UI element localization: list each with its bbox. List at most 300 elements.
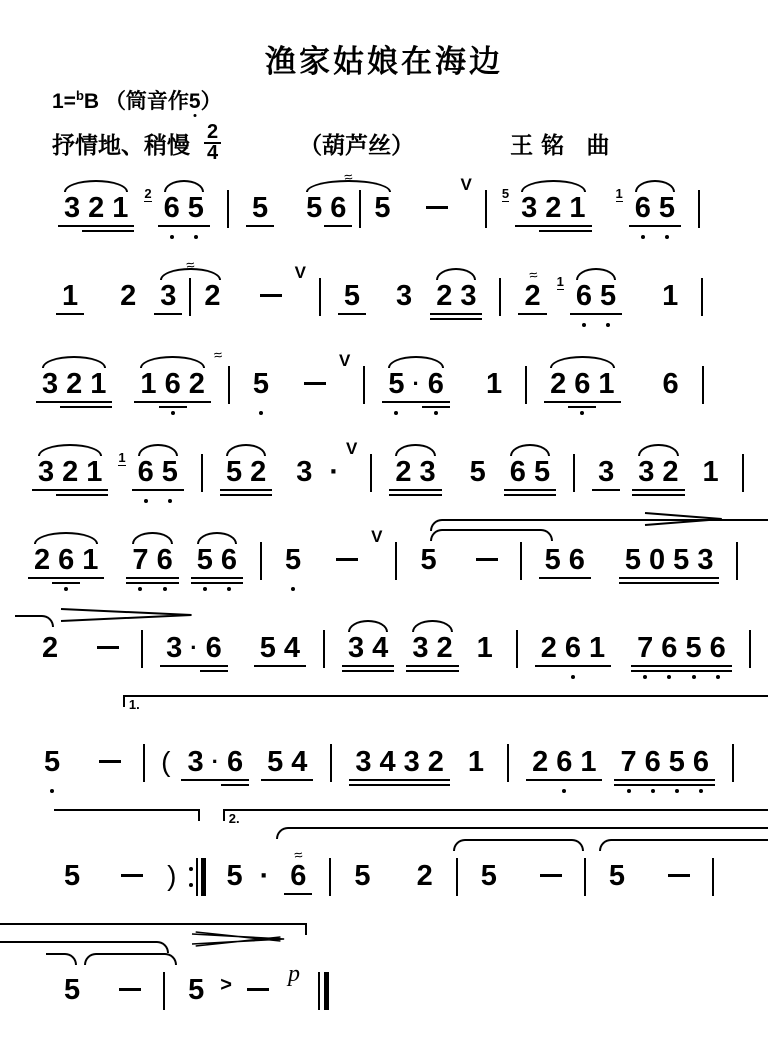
slur-group bbox=[128, 545, 176, 575]
low-octave-dot bbox=[627, 789, 631, 793]
note: 6 bbox=[160, 193, 184, 223]
trill-icon: ≈ bbox=[343, 168, 354, 187]
note: 3 bbox=[594, 457, 618, 487]
beam-line bbox=[687, 784, 715, 786]
note-group bbox=[222, 861, 246, 891]
low-octave-dot bbox=[170, 235, 174, 239]
barline bbox=[525, 366, 527, 404]
spacer bbox=[278, 457, 284, 458]
flat-icon: b bbox=[75, 88, 84, 103]
music-line bbox=[0, 519, 768, 607]
slur-arc bbox=[15, 615, 53, 627]
beam-line bbox=[84, 401, 112, 403]
beam-line bbox=[704, 670, 732, 672]
note: 3 bbox=[183, 747, 207, 777]
note: 5 bbox=[384, 369, 408, 399]
low-octave-dot bbox=[716, 675, 720, 679]
beam-line bbox=[285, 779, 313, 781]
barline bbox=[584, 858, 586, 896]
note-group bbox=[184, 975, 208, 1005]
breath-mark: V bbox=[371, 527, 383, 546]
note: 6 bbox=[641, 747, 665, 777]
note: 4 bbox=[376, 747, 400, 777]
note: 4 bbox=[287, 747, 311, 777]
accent-icon: > bbox=[220, 974, 232, 996]
slur-group bbox=[60, 193, 132, 223]
final-barline bbox=[318, 972, 329, 1010]
beam-line bbox=[366, 670, 394, 672]
low-octave-dot bbox=[667, 675, 671, 679]
note-group bbox=[162, 633, 226, 663]
note: 2 ≈ bbox=[520, 281, 544, 311]
beam-line bbox=[528, 494, 556, 496]
note: 6 bbox=[506, 457, 530, 487]
slur-group bbox=[546, 369, 618, 399]
note-group bbox=[464, 747, 488, 777]
spacer bbox=[233, 281, 249, 282]
note: 5 bbox=[665, 747, 689, 777]
music-line bbox=[0, 343, 768, 431]
note: 5 bbox=[64, 860, 81, 892]
note: 2 bbox=[416, 860, 433, 892]
barline bbox=[228, 366, 230, 404]
beam-line bbox=[244, 494, 272, 496]
half-note-dash bbox=[119, 861, 145, 891]
slur-group bbox=[517, 193, 589, 223]
volta-label: 2. bbox=[228, 811, 240, 826]
note-group bbox=[38, 633, 62, 663]
note: 1 bbox=[594, 369, 618, 399]
note: 6 bbox=[570, 369, 594, 399]
note: 6 bbox=[223, 747, 247, 777]
parenthesis: ( bbox=[161, 746, 171, 777]
note: 6 bbox=[217, 545, 241, 575]
spacer bbox=[22, 457, 26, 458]
thick-bar bbox=[324, 972, 329, 1010]
beam-line bbox=[583, 665, 611, 667]
note: 3 bbox=[693, 545, 717, 575]
slur-arc bbox=[84, 953, 176, 965]
note: 2 bbox=[528, 747, 552, 777]
beam-line bbox=[106, 225, 134, 227]
note: 6 ≈ bbox=[286, 861, 310, 891]
barline bbox=[329, 858, 331, 896]
trill-icon: ≈ bbox=[185, 256, 196, 275]
grace-note: 5 bbox=[501, 186, 510, 201]
note-group bbox=[605, 861, 629, 891]
barline bbox=[516, 630, 518, 668]
spacer bbox=[448, 457, 458, 458]
volta-bracket bbox=[123, 695, 768, 712]
beam-line bbox=[454, 313, 482, 315]
note: 2 bbox=[120, 280, 137, 312]
slur-group bbox=[160, 193, 208, 223]
note: 5 bbox=[374, 192, 391, 224]
beam-line bbox=[592, 401, 620, 403]
grace-note: 1 bbox=[118, 450, 126, 465]
note: 5 bbox=[541, 545, 565, 575]
note-group bbox=[60, 975, 84, 1005]
spacer bbox=[118, 369, 128, 370]
score bbox=[0, 167, 768, 1037]
barline bbox=[736, 542, 738, 580]
note: 1 bbox=[476, 632, 493, 664]
low-octave-dot bbox=[665, 235, 669, 239]
spacer bbox=[274, 861, 278, 862]
note: 5 bbox=[681, 633, 705, 663]
note: 4 bbox=[280, 633, 304, 663]
slur-arc bbox=[430, 529, 553, 541]
time-signature-numerator: 2 bbox=[204, 123, 221, 144]
note: 6 bbox=[326, 193, 350, 223]
beam-line bbox=[84, 406, 112, 408]
note: 7 bbox=[616, 747, 640, 777]
spacer bbox=[154, 861, 162, 862]
note: 1 bbox=[58, 281, 82, 311]
note-group bbox=[621, 545, 718, 575]
note: 1 bbox=[467, 746, 485, 778]
low-octave-dot bbox=[571, 675, 575, 679]
barline bbox=[143, 744, 145, 782]
note: 6 bbox=[662, 368, 679, 400]
decrescendo-hairpin-icon bbox=[61, 607, 192, 623]
note: 1 bbox=[585, 633, 609, 663]
barline bbox=[319, 278, 321, 316]
spacer bbox=[280, 193, 294, 194]
decrescendo-hairpin-icon bbox=[192, 931, 284, 947]
grace-note: 1 bbox=[615, 186, 623, 201]
beam-line bbox=[563, 577, 591, 579]
half-note-dash bbox=[117, 975, 143, 1005]
beam-line bbox=[182, 225, 210, 227]
note: 2 bbox=[30, 545, 54, 575]
decrescendo-hairpin-icon bbox=[645, 511, 722, 527]
note: 7 bbox=[633, 633, 657, 663]
slur-group bbox=[38, 369, 110, 399]
note: 5 bbox=[64, 974, 81, 1006]
note-group bbox=[658, 281, 682, 311]
note-group bbox=[633, 633, 730, 663]
grace-note: 1 bbox=[556, 274, 564, 289]
spacer bbox=[22, 975, 52, 976]
spacer bbox=[22, 633, 30, 634]
tempo-line bbox=[52, 123, 768, 163]
low-octave-dot bbox=[562, 789, 566, 793]
note: 6 bbox=[54, 545, 78, 575]
beam-line bbox=[430, 665, 458, 667]
low-octave-dot bbox=[138, 587, 142, 591]
note-group bbox=[520, 266, 544, 312]
note: 5 bbox=[480, 860, 497, 892]
low-octave-dot bbox=[144, 499, 148, 503]
barline bbox=[395, 542, 397, 580]
slur-group bbox=[136, 346, 222, 400]
trill-icon: ≈ bbox=[527, 266, 538, 285]
slur-arc bbox=[599, 839, 768, 851]
barline bbox=[732, 744, 734, 782]
beam-line bbox=[414, 494, 442, 496]
spacer bbox=[617, 633, 625, 634]
beam-line bbox=[200, 665, 228, 667]
note-group bbox=[537, 633, 609, 663]
spacer bbox=[628, 281, 650, 282]
low-octave-dot bbox=[580, 411, 584, 415]
note: 5 bbox=[184, 193, 208, 223]
note: 5 bbox=[249, 369, 273, 399]
note: 3 bbox=[38, 369, 62, 399]
note-group bbox=[659, 369, 683, 399]
note: 1 bbox=[82, 457, 106, 487]
repeat-end-barline bbox=[189, 858, 206, 896]
note-group bbox=[350, 861, 374, 891]
note: 5 bbox=[608, 860, 625, 892]
beam-line bbox=[422, 784, 450, 786]
note: 5 bbox=[655, 193, 679, 223]
note: 2 bbox=[42, 632, 59, 664]
beam-line bbox=[159, 406, 187, 408]
beam-line bbox=[80, 489, 108, 491]
note: 1 bbox=[485, 368, 503, 400]
slur-group bbox=[572, 281, 620, 311]
low-octave-dot bbox=[434, 411, 438, 415]
barline bbox=[499, 278, 501, 316]
beam-line bbox=[691, 582, 719, 584]
fingering-note: 5 bbox=[188, 90, 201, 113]
note: 6 bbox=[552, 747, 576, 777]
trill-icon: ≈ bbox=[293, 846, 304, 865]
note: 5 bbox=[354, 860, 371, 892]
composer: 王铭 曲 bbox=[510, 131, 618, 158]
time-signature bbox=[204, 123, 221, 163]
spacer bbox=[313, 545, 325, 546]
note: 2 bbox=[537, 633, 561, 663]
note: 5 bbox=[340, 281, 364, 311]
note-group bbox=[528, 747, 600, 777]
slur-group bbox=[391, 457, 439, 487]
note-group bbox=[58, 281, 82, 311]
note-group bbox=[248, 193, 272, 223]
barline bbox=[260, 542, 262, 580]
spacer bbox=[598, 193, 612, 194]
note: 1 bbox=[136, 369, 160, 399]
breath-mark: V bbox=[460, 175, 472, 194]
low-octave-dot bbox=[291, 587, 295, 591]
tempo-marking: 抒情地、稍慢 bbox=[52, 131, 190, 158]
beam-line bbox=[691, 577, 719, 579]
slur-group bbox=[302, 168, 394, 231]
slur-arc bbox=[276, 827, 768, 839]
thick-bar bbox=[201, 858, 206, 896]
beam-line bbox=[563, 230, 591, 232]
note: 1 bbox=[702, 456, 719, 488]
note: 3 bbox=[456, 281, 480, 311]
spacer bbox=[281, 369, 293, 370]
note-group bbox=[477, 861, 501, 891]
spacer bbox=[92, 861, 110, 862]
time-signature-denominator: 4 bbox=[207, 142, 219, 164]
note: 1 bbox=[86, 369, 110, 399]
note: 0 bbox=[645, 545, 669, 575]
note: 5 bbox=[40, 747, 64, 777]
spacer bbox=[90, 281, 108, 282]
slur-group bbox=[408, 633, 456, 663]
note: 5 bbox=[226, 860, 243, 892]
beam-line bbox=[106, 230, 134, 232]
volta-label: 1. bbox=[128, 697, 140, 712]
low-octave-dot bbox=[259, 411, 263, 415]
spacer bbox=[72, 747, 88, 748]
note: 6 bbox=[161, 369, 185, 399]
beam-line bbox=[422, 406, 450, 408]
beam-line bbox=[52, 582, 80, 584]
note: 3 bbox=[156, 281, 180, 311]
barline bbox=[701, 278, 703, 316]
spacer bbox=[637, 861, 657, 862]
half-note-dash bbox=[538, 861, 564, 891]
note: 2 bbox=[62, 369, 86, 399]
trill-icon: ≈ bbox=[212, 346, 222, 365]
note: 6 bbox=[561, 633, 585, 663]
note: 3 bbox=[344, 633, 368, 663]
note: 3 bbox=[34, 457, 58, 487]
note: 5 bbox=[158, 457, 182, 487]
barline bbox=[698, 190, 700, 228]
note-group bbox=[699, 457, 723, 487]
beam-line bbox=[656, 489, 684, 491]
beam-line bbox=[284, 893, 312, 895]
note-group bbox=[541, 545, 589, 575]
slur-group bbox=[631, 193, 679, 223]
low-octave-dot bbox=[227, 587, 231, 591]
note: 5 bbox=[248, 193, 272, 223]
note: 1 bbox=[108, 193, 132, 223]
note: 4 bbox=[368, 633, 392, 663]
spacer bbox=[403, 193, 415, 194]
note-group bbox=[466, 457, 490, 487]
beam-line bbox=[324, 225, 352, 227]
beam-line bbox=[278, 665, 306, 667]
note-group bbox=[263, 747, 311, 777]
augmentation-dot: · bbox=[329, 456, 340, 488]
spacer bbox=[234, 633, 248, 634]
key-letter: B bbox=[83, 90, 100, 113]
spacer bbox=[92, 975, 108, 976]
low-octave-dot bbox=[675, 789, 679, 793]
low-octave-dot bbox=[194, 235, 198, 239]
volta-bracket bbox=[54, 809, 200, 821]
music-line bbox=[0, 923, 768, 1037]
barline bbox=[456, 858, 458, 896]
beam-line bbox=[704, 665, 732, 667]
note: 5 bbox=[596, 281, 620, 311]
slur-group bbox=[34, 457, 106, 487]
barline bbox=[573, 454, 575, 492]
half-note-dash bbox=[97, 747, 123, 777]
note: 1 bbox=[78, 545, 102, 575]
low-octave-dot bbox=[50, 789, 54, 793]
beam-line bbox=[221, 784, 249, 786]
note: 6 bbox=[134, 457, 158, 487]
note: 3 bbox=[408, 633, 432, 663]
breath-mark: V bbox=[338, 351, 351, 370]
barline bbox=[227, 190, 229, 228]
note-group bbox=[281, 545, 305, 575]
note: 2 bbox=[185, 369, 209, 399]
note: 3 bbox=[396, 280, 413, 312]
low-octave-dot bbox=[606, 323, 610, 327]
fingering-open: （筒音作 bbox=[104, 90, 189, 113]
beam-line bbox=[594, 313, 622, 315]
beam-line bbox=[430, 670, 458, 672]
beam-line bbox=[151, 582, 179, 584]
half-note-dash bbox=[95, 633, 121, 663]
note: 6 bbox=[424, 369, 448, 399]
key-signature bbox=[52, 85, 768, 115]
note: 2 bbox=[541, 193, 565, 223]
note: 3 bbox=[517, 193, 541, 223]
note: 6 bbox=[153, 545, 177, 575]
music-line bbox=[0, 695, 768, 809]
beam-line bbox=[422, 779, 450, 781]
spacer bbox=[627, 369, 651, 370]
note-group bbox=[249, 369, 273, 399]
spacer bbox=[372, 281, 384, 282]
barline bbox=[359, 190, 361, 228]
note: 6 bbox=[706, 633, 730, 663]
slur-group bbox=[432, 281, 480, 311]
slur-group bbox=[506, 457, 554, 487]
beam-line bbox=[592, 489, 620, 491]
half-note-dash bbox=[666, 861, 692, 891]
beam-line bbox=[151, 577, 179, 579]
note: 3 bbox=[60, 193, 84, 223]
beam-line bbox=[518, 313, 546, 315]
note-group bbox=[340, 281, 364, 311]
note: 5 bbox=[669, 545, 693, 575]
note-group bbox=[594, 457, 618, 487]
slur-group bbox=[193, 545, 241, 575]
note: 3 bbox=[400, 747, 424, 777]
note-group bbox=[256, 633, 304, 663]
note: · bbox=[408, 369, 423, 399]
note: 6 bbox=[631, 193, 655, 223]
note: 5 bbox=[281, 545, 305, 575]
slur-group bbox=[30, 545, 102, 575]
note: 6 bbox=[657, 633, 681, 663]
note: 2 bbox=[658, 457, 682, 487]
note: 3 bbox=[416, 457, 440, 487]
note: 2 bbox=[424, 747, 448, 777]
beam-line bbox=[215, 582, 243, 584]
thin-bar bbox=[196, 858, 198, 896]
note-group bbox=[116, 281, 140, 311]
beam-line bbox=[563, 225, 591, 227]
note: 3 bbox=[634, 457, 658, 487]
note: 5 bbox=[530, 457, 554, 487]
beam-line bbox=[200, 670, 228, 672]
barline bbox=[702, 366, 704, 404]
breath-mark: V bbox=[346, 439, 358, 458]
note-group bbox=[413, 861, 437, 891]
barline bbox=[323, 630, 325, 668]
note-group bbox=[482, 369, 506, 399]
barline bbox=[189, 278, 191, 316]
beam-line bbox=[568, 406, 596, 408]
low-octave-dot bbox=[643, 675, 647, 679]
music-line bbox=[0, 809, 768, 923]
note: 2 bbox=[84, 193, 108, 223]
note: 5 bbox=[621, 545, 645, 575]
